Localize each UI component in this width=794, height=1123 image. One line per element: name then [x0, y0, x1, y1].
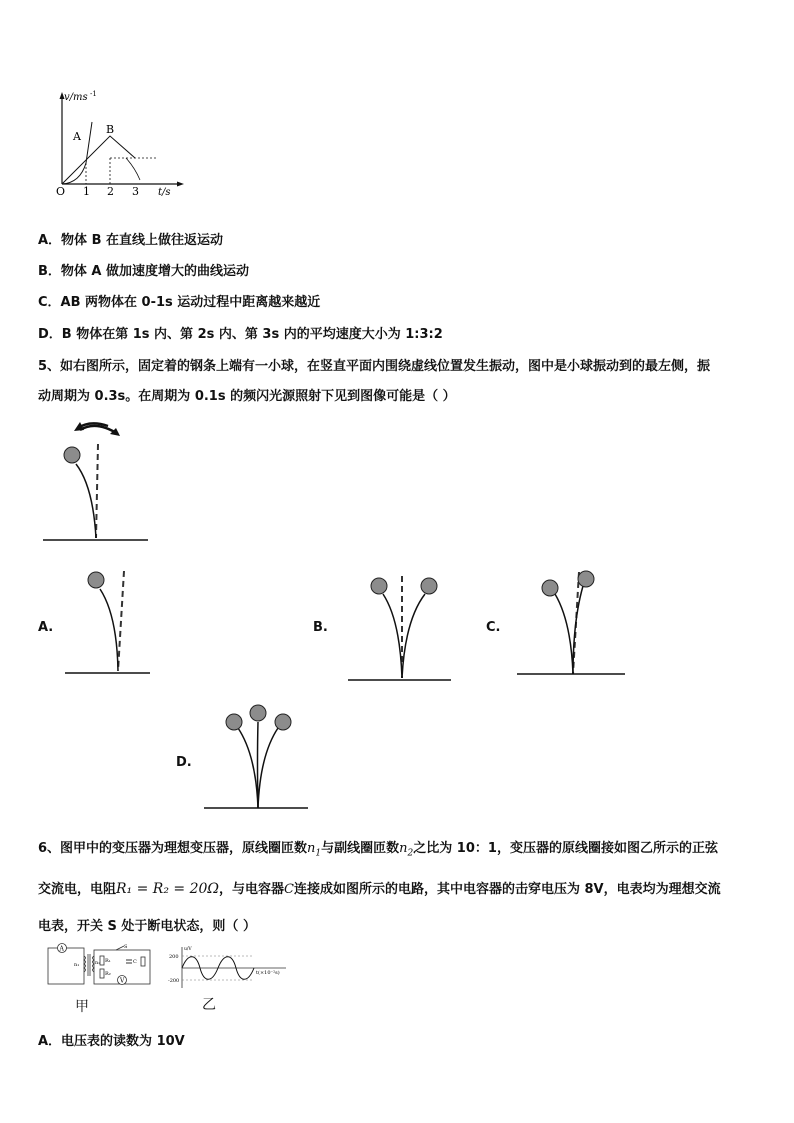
q4-option-a: A．物体 B 在直线上做往返运动: [38, 233, 224, 248]
n1-label: n₁: [74, 962, 80, 968]
q6-text-1b: 与副线圈匝数: [321, 841, 400, 856]
wave-top-label: 200: [169, 954, 179, 960]
q6-text-2a: 交流电，电阻: [38, 882, 117, 897]
q6-text-1a: 6、图甲中的变压器为理想变压器，原线圈匝数: [38, 841, 308, 856]
vt-tick-1: 1: [83, 185, 90, 198]
vt-curve-a-label: A: [73, 130, 81, 143]
figure-yi-caption: 乙: [202, 997, 216, 1013]
q5-option-a-figure: [62, 565, 152, 677]
vt-tick-3: 3: [132, 185, 139, 198]
q6-text-2b: ，与电容器: [219, 882, 285, 897]
q6-n1: n: [307, 841, 316, 856]
q5-option-d-figure: [202, 700, 314, 814]
vt-x-label: t/s: [158, 187, 171, 198]
q5-main-figure: [38, 418, 158, 546]
q5-option-b-figure: [345, 570, 457, 684]
q6-n2: n: [399, 841, 408, 856]
figure-jia-caption: 甲: [75, 999, 89, 1015]
q5-stem-line2: 动周期为 0.3s。在周期为 0.1s 的频闪光源照射下见到图像可能是（ ）: [38, 389, 456, 404]
q5-label-d: D.: [176, 755, 192, 770]
vt-y-exp: -1: [90, 90, 97, 98]
q5-label-a: A.: [38, 620, 54, 635]
q6-stem-line2: [38, 878, 721, 897]
vt-y-label: v/ms: [64, 92, 88, 103]
q6-stem-line1: [38, 837, 718, 859]
q6-resistance-eq: R₁ = R₂ = 20Ω: [116, 881, 220, 897]
q6-option-a: A．电压表的读数为 10V: [38, 1034, 185, 1049]
vt-origin: O: [56, 185, 66, 198]
q4-option-b: B．物体 A 做加速度增大的曲线运动: [38, 264, 250, 279]
wave-axis-label: t(×10⁻²s): [256, 970, 280, 976]
q6-n2-sub: 2: [407, 848, 414, 859]
q5-label-b: B.: [313, 620, 328, 635]
q6-stem-line3: 电表，开关 S 处于断电状态，则（ ）: [38, 919, 256, 934]
q5-label-c: C.: [486, 620, 501, 635]
q4-option-d: D．B 物体在第 1s 内、第 2s 内、第 3s 内的平均速度大小为 1:3:2: [38, 327, 443, 342]
ammeter-label: A: [59, 945, 64, 953]
q6-capacitor-symbol: C: [284, 882, 294, 897]
vt-curve-b-label: B: [106, 123, 115, 136]
q4-option-c: C．AB 两物体在 0-1s 运动过程中距离越来越近: [38, 295, 321, 310]
vt-tick-2: 2: [107, 185, 114, 198]
q5-stem-line1: 5、如右图所示，固定着的钢条上端有一小球，在竖直平面内围绕虚线位置发生振动，图中是小球振动到的最左侧，振: [38, 359, 711, 374]
q6-n1-sub: 1: [315, 848, 322, 859]
vt-graph: [40, 88, 190, 198]
q5-option-c-figure: [515, 566, 627, 680]
circuit-diagram-jia: [40, 942, 160, 992]
r1-label: R₁: [105, 958, 111, 964]
wave-u-label: u/V: [184, 947, 192, 952]
voltmeter-label: V: [120, 977, 125, 985]
q6-text-1c: 之比为 10：1，变压器的原线圈接如图乙所示的正弦: [413, 841, 718, 856]
waveform-yi: [168, 944, 293, 994]
n2-label: n₂: [95, 960, 101, 966]
capacitor-label: C: [133, 959, 137, 965]
q6-text-2c: 连接成如图所示的电路，其中电容器的击穿电压为 8V，电表均为理想交流: [293, 882, 721, 897]
r2-label: R₂: [105, 971, 111, 977]
wave-bottom-label: -200: [168, 978, 180, 984]
switch-label: S: [124, 944, 128, 950]
